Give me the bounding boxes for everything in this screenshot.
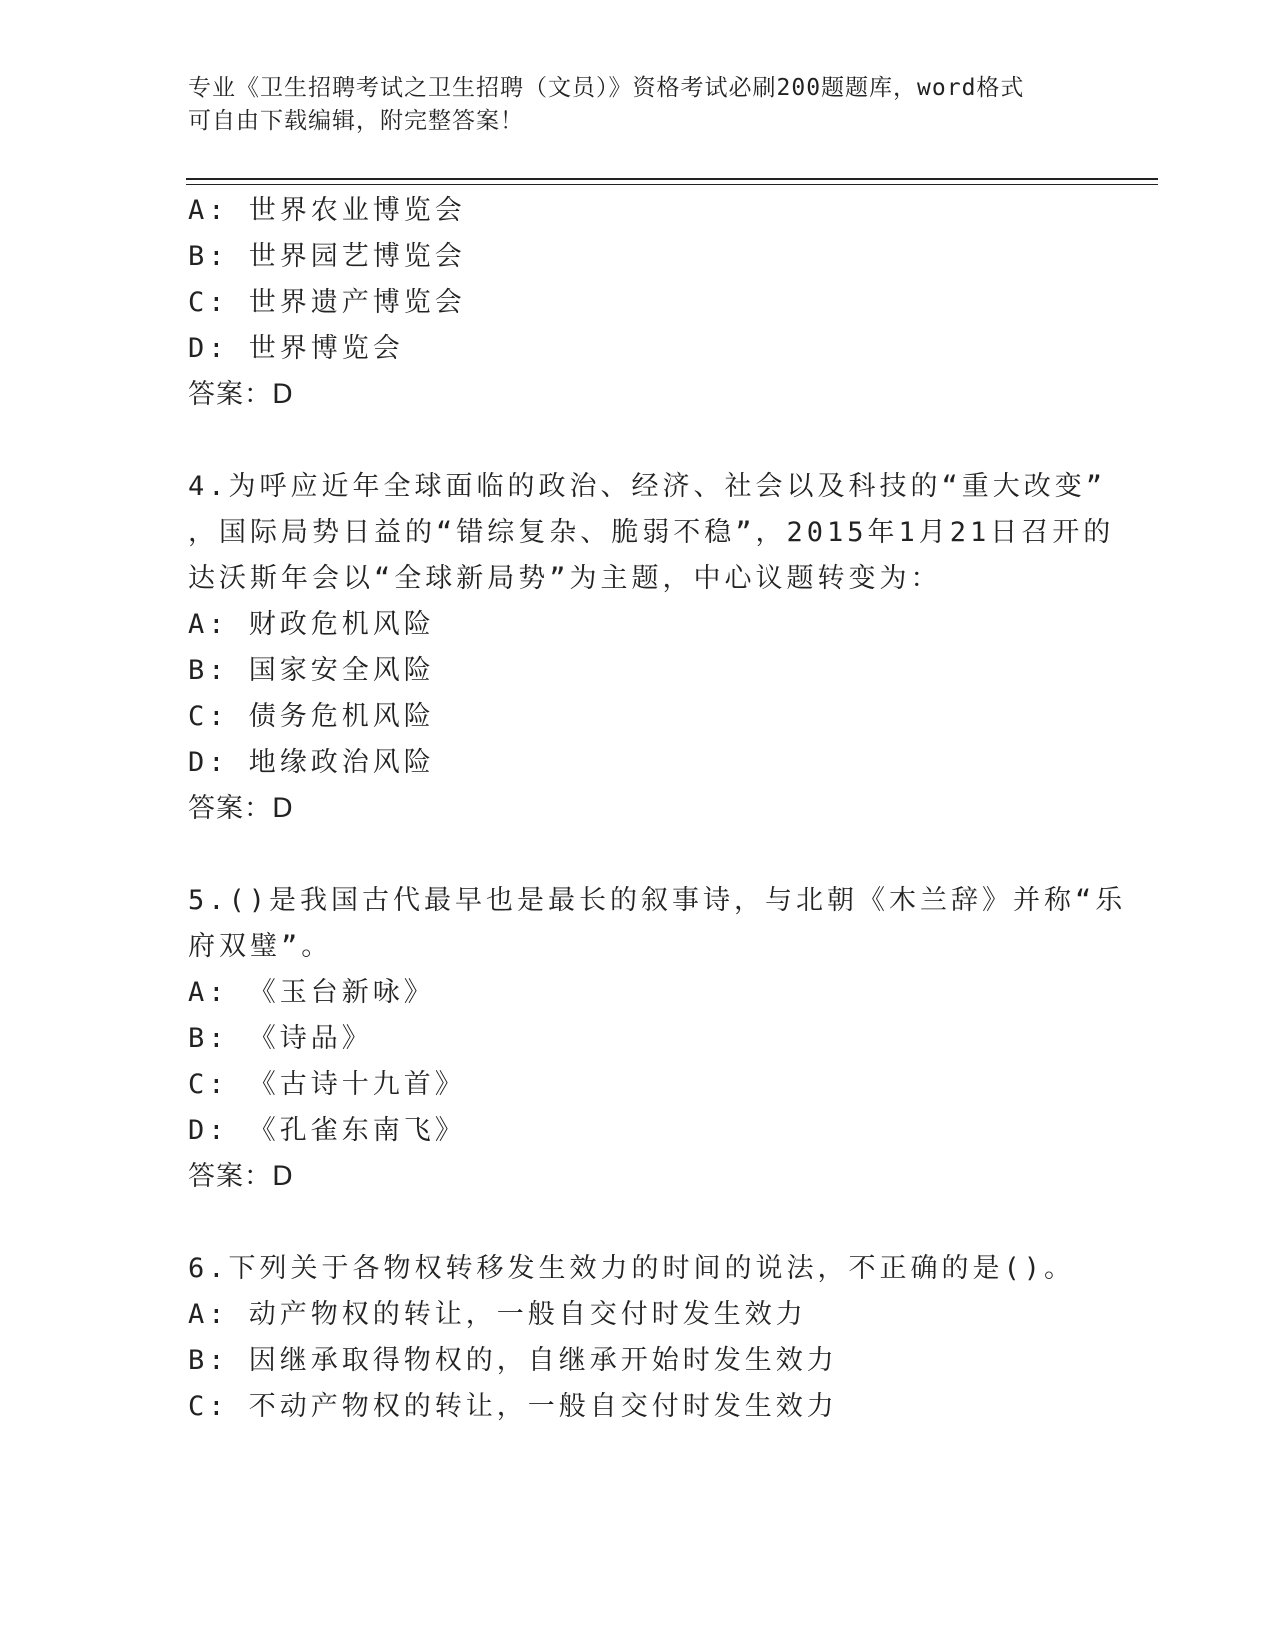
answer: 答案：D [188,793,294,824]
option-b: B: 《诗品》 [188,1023,373,1054]
option-a: A: 动产物权的转让，一般自交付时发生效力 [188,1299,807,1330]
question-3 [188,188,1108,418]
spacer [188,418,1108,464]
header-rule-thick [186,178,1158,180]
answer: 答案：D [188,379,294,410]
question-list [188,188,1127,1430]
option-b: B: 因继承取得物权的，自继承开始时发生效力 [188,1345,838,1376]
option-c: C: 债务危机风险 [188,701,435,732]
option-b: B: 世界园艺博览会 [188,241,466,272]
option-b: B: 国家安全风险 [188,655,435,686]
option-a: A: 世界农业博览会 [188,195,466,226]
question-text-line: 府双璧”。 [188,931,333,962]
option-d: D: 世界博览会 [188,333,404,364]
option-a: A: 财政危机风险 [188,609,435,640]
document-header [188,72,1088,138]
question-text-line: 5.()是我国古代最早也是最长的叙事诗，与北朝《木兰辞》并称“乐 [188,885,1127,916]
option-a: A: 《玉台新咏》 [188,977,435,1008]
header-line-1: 专业《卫生招聘考试之卫生招聘（文员）》资格考试必刷200题题库，word格式 [188,75,1025,101]
option-c: C: 世界遗产博览会 [188,287,466,318]
header-line-2: 可自由下载编辑，附完整答案！ [188,108,524,134]
question-text-line: 4.为呼应近年全球面临的政治、经济、社会以及科技的“重大改变” [188,471,1107,502]
spacer [188,832,1108,878]
spacer [188,1200,1108,1246]
question-text-line: 6.下列关于各物权转移发生效力的时间的说法，不正确的是()。 [188,1253,1076,1284]
question-text-line: 达沃斯年会以“全球新局势”为主题，中心议题转变为： [188,563,942,594]
option-c: C: 《古诗十九首》 [188,1069,466,1100]
header-rule-thin [186,184,1158,185]
question-4 [188,464,1115,832]
answer: 答案：D [188,1161,294,1192]
option-d: D: 地缘政治风险 [188,747,435,778]
question-5 [188,878,1127,1200]
option-c: C: 不动产物权的转让，一般自交付时发生效力 [188,1391,838,1422]
question-6 [188,1246,1108,1430]
question-text-line: ，国际局势日益的“错综复杂、脆弱不稳”，2015年1月21日召开的 [188,517,1115,548]
option-d: D: 《孔雀东南飞》 [188,1115,466,1146]
